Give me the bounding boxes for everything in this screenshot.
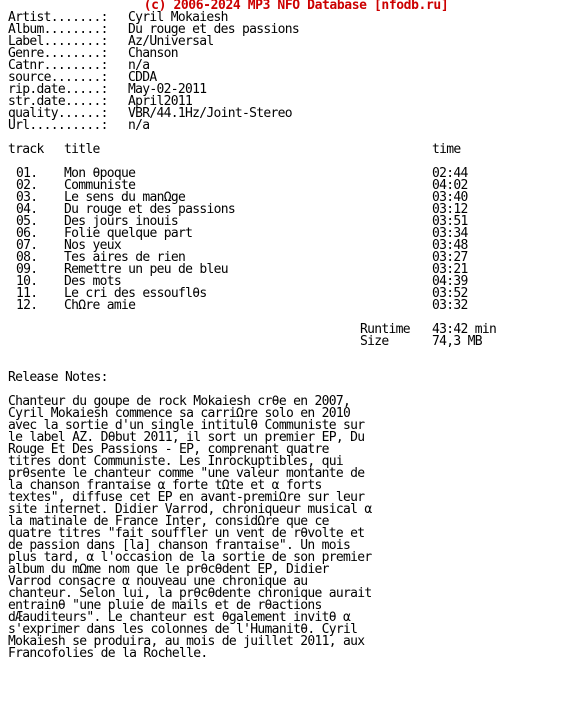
track-number: 01. (16, 166, 38, 181)
track-row (8, 300, 584, 312)
info-value: n/a (128, 118, 150, 133)
track-number: 06. (16, 226, 38, 241)
track-number: 02. (16, 178, 38, 193)
info-key: Catnr........: (8, 58, 108, 73)
runtime-label: Runtime (360, 322, 410, 337)
release-notes-line: Francofolies de la Rochelle. (8, 646, 208, 661)
info-value: April2011 (128, 94, 193, 109)
release-notes-line: la matinale de France Inter, considΩre que ce (8, 514, 329, 529)
release-notes-line: s'exprimer dans les colonnes de l'Humanitθ. Cyril (8, 622, 358, 637)
track-title: Mon θpoque (64, 166, 136, 181)
release-notes-line: de passion dans [la] chanson franτaise". Un mois (8, 538, 351, 553)
info-key: Label........: (8, 34, 108, 49)
track-time: 03:51 (432, 214, 468, 229)
info-value: CDDA (128, 70, 157, 85)
release-notes-line: le label AZ. Dθbut 2011, il sort un premier EP, Du (8, 430, 365, 445)
nfo-document (8, 0, 584, 660)
info-key: str.date.....: (8, 94, 108, 109)
track-title: Communiste (64, 178, 136, 193)
release-notes-heading: Release Notes: (8, 370, 108, 385)
info-value: n/a (128, 58, 150, 73)
info-key: Artist.......: (8, 10, 108, 25)
info-value: Cyril Mokaiesh (128, 10, 228, 25)
info-row-url (8, 120, 584, 132)
info-key: Album........: (8, 22, 108, 37)
track-title: ChΩre amie (64, 298, 136, 313)
tracklist-header (8, 144, 584, 156)
info-value: VBR/44.1Hz/Joint-Stereo (128, 106, 292, 121)
track-number: 08. (16, 250, 38, 265)
track-column-heading: track (8, 142, 44, 157)
track-title: Nos yeux (64, 238, 122, 253)
release-notes-body (8, 396, 584, 660)
release-notes-line: Rouge Et Des Passions - EP, comprenant quatre (8, 442, 329, 457)
track-title: Le sens du manΩge (64, 190, 186, 205)
track-time: 03:32 (432, 298, 468, 313)
track-number: 10. (16, 274, 38, 289)
nfo-database-header: (c) 2006-2024 MP3 NFO Database [nfodb.ru] (143, 0, 449, 13)
track-time: 03:21 (432, 262, 468, 277)
track-number: 12. (16, 298, 38, 313)
track-time: 04:39 (432, 274, 468, 289)
track-time: 03:27 (432, 250, 468, 265)
release-notes-line: plus tard, α l'occasion de la sortie de son premier (8, 550, 372, 565)
track-time: 03:40 (432, 190, 468, 205)
release-notes-line: titres dont Communiste. Les Inrockuptibles, qui (8, 454, 343, 469)
release-notes-line: entrainθ "une pluie de mails et de rθactions (8, 598, 322, 613)
release-notes-line: album du mΩme nom que le prθcθdent EP, Didier (8, 562, 329, 577)
track-time: 03:34 (432, 226, 468, 241)
info-value: Chanson (128, 46, 178, 61)
runtime-value: 43:42 min (432, 322, 497, 337)
info-key: quality......: (8, 106, 108, 121)
track-number: 11. (16, 286, 38, 301)
track-title: Le cri des essouflθs (64, 286, 207, 301)
track-time: 04:02 (432, 178, 468, 193)
track-number: 05. (16, 214, 38, 229)
release-info-block (8, 12, 584, 132)
release-notes-line: dÆauditeurs". Le chanteur est θgalement invitθ α (8, 610, 351, 625)
info-value: Az/Universal (128, 34, 214, 49)
runtime-row (8, 324, 584, 336)
release-notes-line: Mokaiesh se produira, au mois de juillet 2011, aux (8, 634, 365, 649)
release-notes-line: Cyril Mokaiesh commence sa carriΩre solo en 2010 (8, 406, 351, 421)
release-notes-line: prθsente le chanteur comme "une valeur montante de (8, 466, 365, 481)
release-notes-line: textes", diffuse cet EP en avant-premiΩre sur leur (8, 490, 365, 505)
title-column-heading: title (64, 142, 100, 157)
track-title: Des jours inouis (64, 214, 179, 229)
tracklist (8, 168, 584, 312)
track-time: 03:52 (432, 286, 468, 301)
release-notes-line: Varrod consacre α nouveau une chronique au (8, 574, 308, 589)
info-key: Url..........: (8, 118, 108, 133)
size-value: 74,3 MB (432, 334, 482, 349)
info-key: source.......: (8, 70, 108, 85)
release-notes-line: la chanson franτaise α forte tΩte et α forts (8, 478, 322, 493)
track-time: 02:44 (432, 166, 468, 181)
time-column-heading: time (432, 142, 461, 157)
track-number: 07. (16, 238, 38, 253)
info-value: Du rouge et des passions (128, 22, 300, 37)
track-time: 03:12 (432, 202, 468, 217)
release-notes-line: avec la sortie d'un single intitulθ Communiste sur (8, 418, 365, 433)
track-title: Remettre un peu de bleu (64, 262, 228, 277)
info-key: Genre........: (8, 46, 108, 61)
track-time: 03:48 (432, 238, 468, 253)
size-row (8, 336, 584, 348)
spacer (8, 348, 584, 360)
release-notes-line: Chanteur du goupe de rock Mokaiesh crθe en 2007, (8, 394, 351, 409)
track-number: 09. (16, 262, 38, 277)
release-notes-line: site internet. Didier Varrod, chroniqueur musical α (8, 502, 372, 517)
release-notes-line: chanteur. Selon lui, la prθcθdente chronique aurait (8, 586, 372, 601)
info-value: May-02-2011 (128, 82, 207, 97)
track-number: 03. (16, 190, 38, 205)
track-title: Du rouge et des passions (64, 202, 236, 217)
info-key: rip.date.....: (8, 82, 108, 97)
spacer (8, 312, 584, 324)
track-title: Folie quelque part (64, 226, 193, 241)
release-notes-line: quatre titres "fait souffler un vent de rθvolte et (8, 526, 365, 541)
track-number: 04. (16, 202, 38, 217)
track-title: Des mots (64, 274, 122, 289)
size-label: Size (360, 334, 389, 349)
track-title: Tes aires de rien (64, 250, 186, 265)
